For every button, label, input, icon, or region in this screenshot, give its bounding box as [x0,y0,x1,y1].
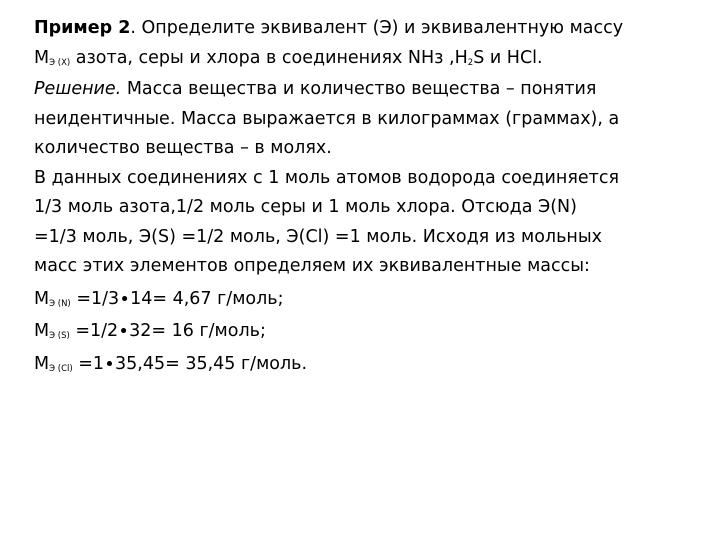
formula-subscript: Э (S) [49,331,70,341]
formula-chlorine [34,350,684,380]
mass-symbol: M [34,47,50,68]
nh3-tail: з ,H [434,47,468,68]
problem-statement-line-2 [34,44,684,74]
formula-subscript: Э (Cl) [49,363,73,374]
solution-line-3: количество вещества – в молях. [34,138,332,158]
problem-text: азота, серы и хлора в соединениях NH [70,47,435,68]
solution-label: Решение. [34,79,122,99]
formula-mass-symbol: M [34,321,50,341]
paragraph-line-2: 1/3 моль азота,1/2 моль серы и 1 моль хлора. Отсюда Э(N) [34,197,577,217]
formula-sulfur [34,317,684,347]
slide-text [34,14,684,379]
formula-expression: =1∙35,45= 35,45 г/моль. [72,353,308,374]
formula-expression: =1/2∙32= 16 г/моль; [69,321,266,341]
problem-heading-line [34,14,684,44]
solution-line-2: неидентичные. Масса выражается в килограммах (граммах), а [34,108,620,129]
h2s-subscript: 2 [467,57,474,68]
formula-subscript: Э (N) [49,298,71,309]
paragraph-line-1: В данных соединениях с 1 моль атомов водорода соединяется [34,167,619,188]
formula-mass-symbol: M [34,288,50,309]
formula-nitrogen [34,285,684,315]
paragraph-line-3: =1/3 моль, Э(S) =1/2 моль, Э(Cl) =1 моль. Исходя из мольных [34,226,603,247]
mass-subscript: Э (X) [49,57,71,68]
solution-text: Масса вещества и количество вещества – понятия [121,79,597,99]
problem-statement: . Определите эквивалент (Э) и эквивалентную массу [130,18,624,38]
problem-tail: S и HCl. [473,47,543,68]
formula-expression: =1/3∙14= 4,67 г/моль; [70,288,284,309]
paragraph-line-4: масс этих элементов определяем их эквивалентные массы: [34,256,590,276]
solution-line-1 [34,75,684,105]
formula-mass-symbol: M [34,353,50,374]
example-title: Пример 2 [34,18,131,38]
